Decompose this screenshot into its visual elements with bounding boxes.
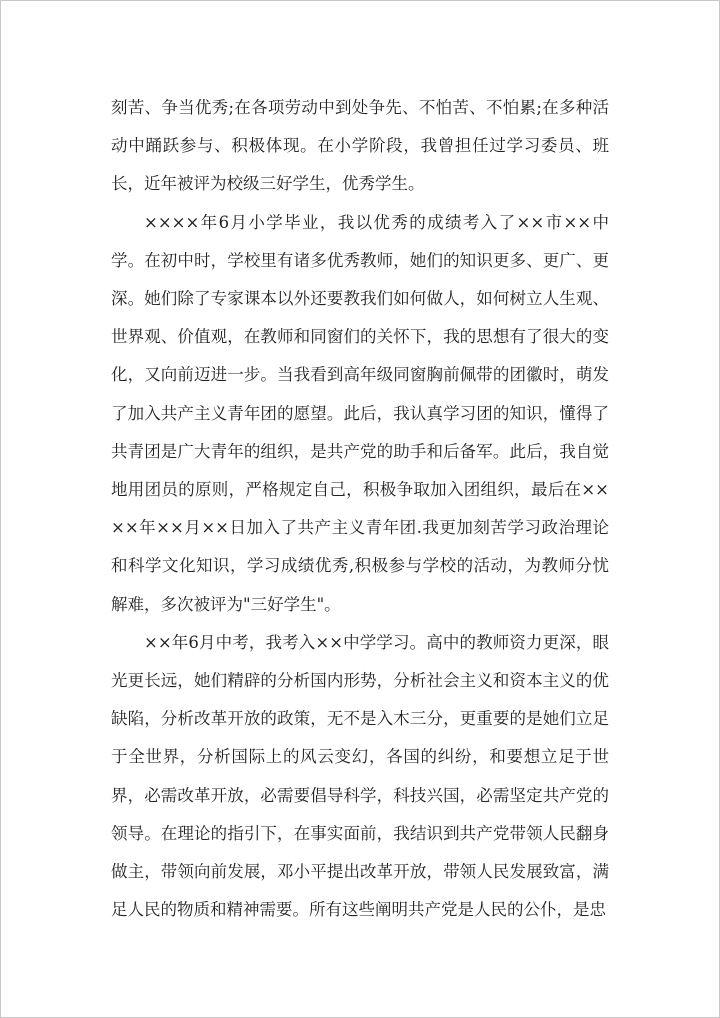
paragraph-3: ××年6月中考，我考入××中学学习。高中的教师资力更深，眼光更长远，她们精辟的分析国内形势，分析社会主义和资本主义的优缺陷，分析改革开放的政策，无不是入木三分，更重要的是她们立足于全世界，分析国际上的风云变幻，各国的纠纷，和要想立足于世界，必需改革开放，必需要倡导科学，科技兴国，必需坚定共产党的领导。在理论的指引下，在事实面前，我结识到共产党带领人民翻身做主，带领向前发展，邓小平提出改革开放，带领人民发展致富，满足人民的物质和精神需要。所有这些阐明共产党是人民的公仆，是忠: [111, 632, 609, 920]
paragraph-2: ××××年6月小学毕业，我以优秀的成绩考入了××市××中学。在初中时，学校里有诸多优秀教师，她们的知识更多、更广、更深。她们除了专家课本以外还要教我们如何做人，如何树立人生观、世界观、价值观，在教师和同窗们的关怀下，我的思想有了很大的变化，又向前迈进一步。当我看到高年级同窗胸前佩带的团徽时，萌发了加入共产主义青年团的愿望。此后，我认真学习团的知识，懂得了共青团是广大青年的组织，是共产党的助手和后备军。此后，我自觉地用团员的原则，严格规定自己，积极争取加入团组织，最后在××××年××月××日加入了共产主义青年团.我更加刻苦学习政治理论和科学文化知识，学习成绩优秀,积极参与学校的活动，为教师分忧解难，多次被评为"三好学生"。: [111, 212, 609, 614]
paragraph-1: 刻苦、争当优秀;在各项劳动中到处争先、不怕苦、不怕累;在多种活动中踊跃参与、积极体现。在小学阶段，我曾担任过学习委员、班长，近年被评为校级三好学生，优秀学生。: [111, 98, 609, 194]
document-body: [111, 89, 609, 929]
